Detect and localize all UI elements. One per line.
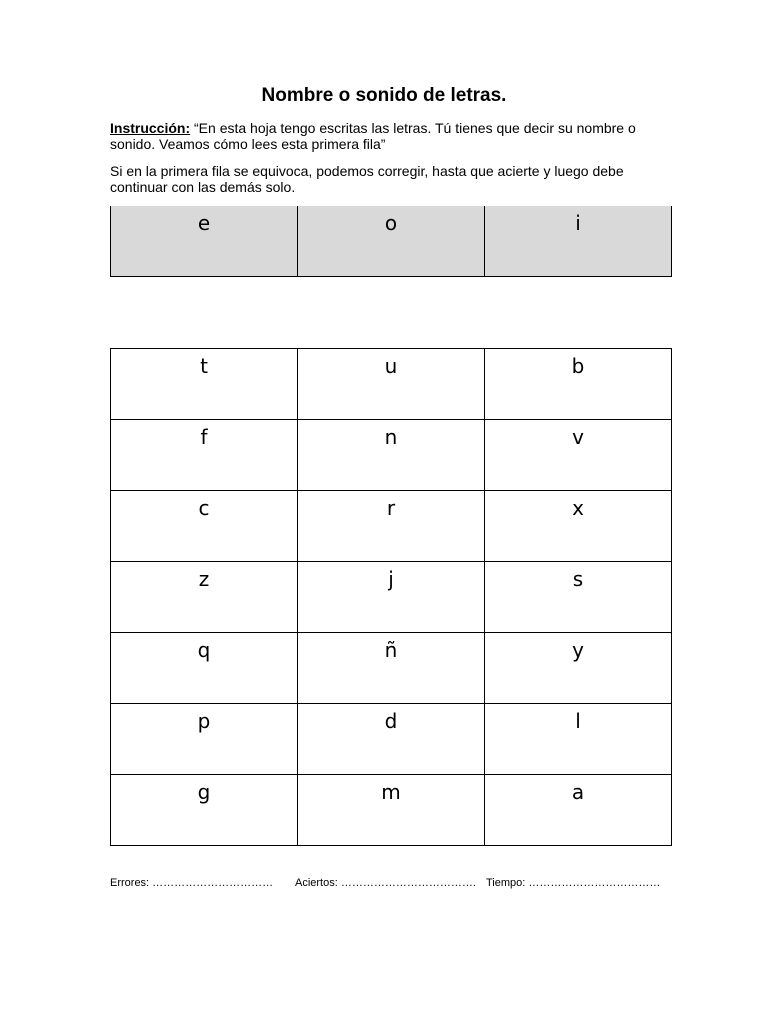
letter-cell: [111, 420, 298, 491]
letter: ñ: [384, 638, 398, 662]
letter-cell: [111, 704, 298, 775]
letter-cell: [485, 206, 672, 277]
instruction-label: Instrucción:: [110, 120, 191, 136]
letter-cell: [298, 562, 485, 633]
sample-row-table: [110, 206, 672, 277]
page-title: Nombre o sonido de letras.: [261, 85, 507, 106]
letter-cell: [485, 349, 672, 420]
table-row: [111, 633, 672, 704]
letter: b: [571, 354, 585, 378]
letter-cell: [298, 775, 485, 846]
table-row: [111, 491, 672, 562]
letter: c: [198, 496, 210, 520]
letter: d: [384, 709, 398, 733]
letter: q: [197, 638, 211, 662]
letter-cell: [111, 562, 298, 633]
letter: o: [384, 211, 398, 235]
letter: i: [575, 211, 581, 235]
aciertos-field: Aciertos: ……………………………….: [295, 877, 476, 889]
letter-cell: [298, 349, 485, 420]
letter: g: [197, 780, 211, 804]
letter: n: [384, 425, 398, 449]
letter: r: [386, 496, 396, 520]
letter-cell: [298, 704, 485, 775]
letter-cell: [485, 633, 672, 704]
sample-row: [111, 206, 672, 277]
instruction-text: “En esta hoja tengo escritas las letras. Tú tienes que decir su nombre o sonido. Veamos cómo lees esta primera fila”: [110, 120, 636, 152]
correction-note: Si en la primera fila se equivoca, podemos corregir, hasta que acierte y luego debe continuar con las demás solo.: [110, 163, 624, 195]
letter-cell: [485, 562, 672, 633]
letter-cell: [111, 206, 298, 277]
letter-cell: [298, 633, 485, 704]
letter: m: [381, 780, 401, 804]
letters-table: [110, 348, 672, 846]
table-row: [111, 420, 672, 491]
letter-cell: [298, 491, 485, 562]
letter-cell: [485, 491, 672, 562]
letter-cell: [485, 704, 672, 775]
letter: y: [572, 638, 584, 662]
letter: s: [572, 567, 584, 591]
letter: v: [572, 425, 584, 449]
letter: a: [571, 780, 585, 804]
letter-cell: [111, 775, 298, 846]
letter-cell: [485, 775, 672, 846]
letter: l: [575, 709, 581, 733]
table-row: [111, 562, 672, 633]
instruction-paragraph: [110, 120, 670, 152]
letter: p: [197, 709, 211, 733]
letter-cell: [298, 420, 485, 491]
table-row: [111, 349, 672, 420]
table-row: [111, 704, 672, 775]
letter-cell: [485, 420, 672, 491]
letter-cell: [298, 206, 485, 277]
letter-cell: [111, 633, 298, 704]
letter: f: [200, 425, 208, 449]
letter: u: [384, 354, 398, 378]
tiempo-field: Tiempo: ………………………………: [486, 877, 661, 889]
letter: e: [197, 211, 211, 235]
letter: t: [200, 354, 208, 378]
table-row: [111, 775, 672, 846]
letter-cell: [111, 349, 298, 420]
letter: z: [198, 567, 210, 591]
letter: j: [388, 567, 394, 591]
letter: x: [572, 496, 584, 520]
letter-cell: [111, 491, 298, 562]
errores-field: Errores: ……………………………: [110, 877, 274, 889]
